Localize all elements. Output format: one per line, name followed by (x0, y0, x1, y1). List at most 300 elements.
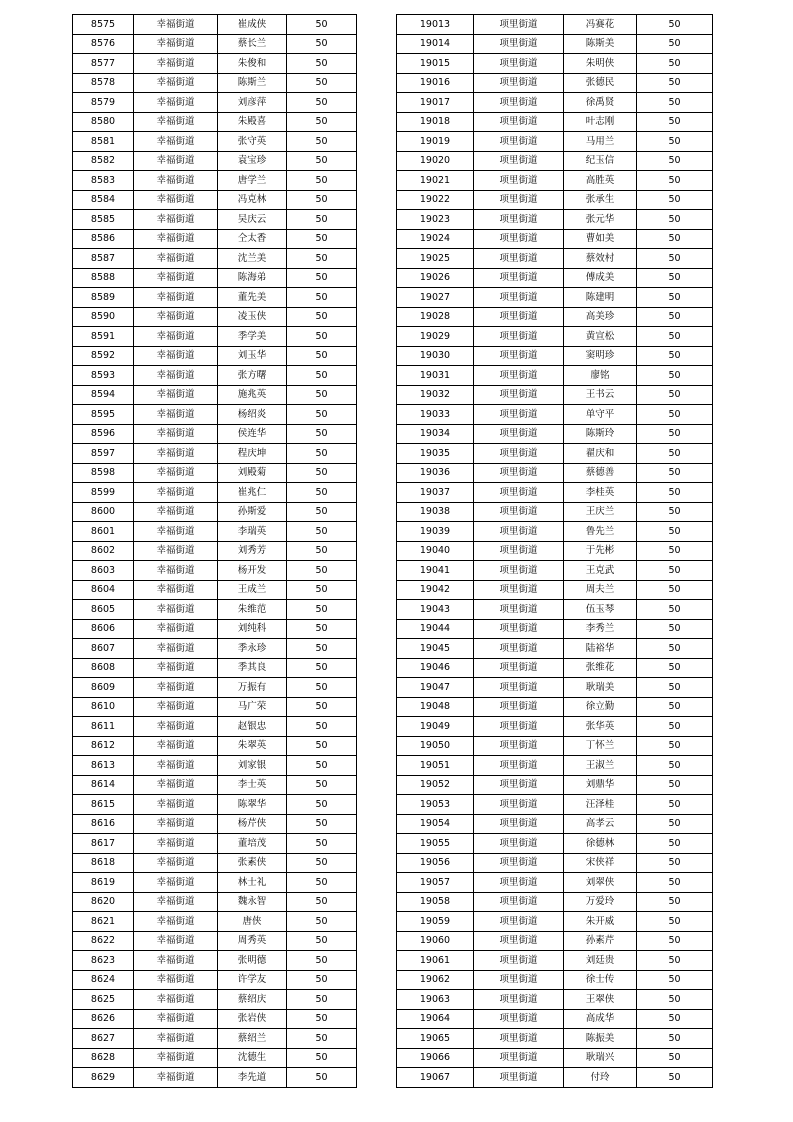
table-row (397, 736, 713, 756)
amount-cell: 50 (287, 541, 357, 561)
table-row (73, 912, 357, 932)
table-row (397, 229, 713, 249)
street-cell: 幸福街道 (134, 931, 218, 951)
id-cell: 19061 (397, 951, 474, 971)
table-row (73, 1068, 357, 1088)
street-cell: 项里街道 (474, 366, 564, 386)
id-cell: 8623 (73, 951, 134, 971)
id-cell: 19017 (397, 93, 474, 113)
amount-cell: 50 (287, 853, 357, 873)
id-cell: 19040 (397, 541, 474, 561)
table-row (397, 444, 713, 464)
id-cell: 19060 (397, 931, 474, 951)
street-cell: 项里街道 (474, 171, 564, 191)
table-row (73, 171, 357, 191)
amount-cell: 50 (637, 970, 713, 990)
table-row (73, 580, 357, 600)
id-cell: 8607 (73, 639, 134, 659)
table-row (73, 34, 357, 54)
table-row (73, 619, 357, 639)
id-cell: 19031 (397, 366, 474, 386)
name-cell: 陈斯兰 (218, 73, 287, 93)
amount-cell: 50 (637, 229, 713, 249)
amount-cell: 50 (287, 619, 357, 639)
table-row (73, 561, 357, 581)
amount-cell: 50 (637, 249, 713, 269)
name-cell: 蔡长兰 (218, 34, 287, 54)
table-row (397, 366, 713, 386)
id-cell: 19038 (397, 502, 474, 522)
id-cell: 8599 (73, 483, 134, 503)
id-cell: 19053 (397, 795, 474, 815)
name-cell: 董先美 (218, 288, 287, 308)
amount-cell: 50 (287, 580, 357, 600)
name-cell: 李士英 (218, 775, 287, 795)
street-cell: 项里街道 (474, 853, 564, 873)
id-cell: 19036 (397, 463, 474, 483)
id-cell: 8611 (73, 717, 134, 737)
amount-cell: 50 (637, 619, 713, 639)
table-row (73, 717, 357, 737)
amount-cell: 50 (637, 873, 713, 893)
name-cell: 叶志刚 (564, 112, 637, 132)
name-cell: 王书云 (564, 385, 637, 405)
table-row (397, 853, 713, 873)
name-cell: 鲁先兰 (564, 522, 637, 542)
name-cell: 李桂英 (564, 483, 637, 503)
id-cell: 8578 (73, 73, 134, 93)
name-cell: 蔡效村 (564, 249, 637, 269)
table-row (397, 600, 713, 620)
roster-table-left-body (73, 15, 357, 1088)
name-cell: 于先彬 (564, 541, 637, 561)
name-cell: 袁宝珍 (218, 151, 287, 171)
name-cell: 张华英 (564, 717, 637, 737)
table-row (397, 93, 713, 113)
amount-cell: 50 (287, 561, 357, 581)
street-cell: 幸福街道 (134, 366, 218, 386)
table-row (73, 522, 357, 542)
id-cell: 8587 (73, 249, 134, 269)
amount-cell: 50 (637, 834, 713, 854)
name-cell: 王成兰 (218, 580, 287, 600)
street-cell: 项里街道 (474, 639, 564, 659)
id-cell: 8627 (73, 1029, 134, 1049)
name-cell: 王淑兰 (564, 756, 637, 776)
id-cell: 19052 (397, 775, 474, 795)
street-cell: 幸福街道 (134, 288, 218, 308)
street-cell: 幸福街道 (134, 600, 218, 620)
name-cell: 张明德 (218, 951, 287, 971)
id-cell: 19024 (397, 229, 474, 249)
amount-cell: 50 (637, 210, 713, 230)
amount-cell: 50 (637, 1068, 713, 1088)
amount-cell: 50 (637, 327, 713, 347)
street-cell: 幸福街道 (134, 307, 218, 327)
id-cell: 8586 (73, 229, 134, 249)
id-cell: 8600 (73, 502, 134, 522)
roster-table-left (72, 14, 357, 1088)
amount-cell: 50 (637, 775, 713, 795)
table-row (73, 814, 357, 834)
id-cell: 19037 (397, 483, 474, 503)
amount-cell: 50 (637, 73, 713, 93)
table-row (397, 1029, 713, 1049)
id-cell: 8601 (73, 522, 134, 542)
street-cell: 项里街道 (474, 327, 564, 347)
street-cell: 幸福街道 (134, 639, 218, 659)
amount-cell: 50 (287, 795, 357, 815)
id-cell: 8589 (73, 288, 134, 308)
name-cell: 杨绍炎 (218, 405, 287, 425)
street-cell: 幸福街道 (134, 697, 218, 717)
table-row (73, 190, 357, 210)
amount-cell: 50 (287, 307, 357, 327)
table-row (397, 678, 713, 698)
id-cell: 19050 (397, 736, 474, 756)
street-cell: 项里街道 (474, 678, 564, 698)
amount-cell: 50 (287, 346, 357, 366)
table-row (73, 931, 357, 951)
name-cell: 董培茂 (218, 834, 287, 854)
amount-cell: 50 (287, 951, 357, 971)
street-cell: 项里街道 (474, 1029, 564, 1049)
id-cell: 19028 (397, 307, 474, 327)
street-cell: 项里街道 (474, 658, 564, 678)
name-cell: 陈建明 (564, 288, 637, 308)
amount-cell: 50 (637, 892, 713, 912)
street-cell: 项里街道 (474, 931, 564, 951)
name-cell: 张岩侠 (218, 1009, 287, 1029)
table-row (397, 658, 713, 678)
street-cell: 项里街道 (474, 834, 564, 854)
street-cell: 项里街道 (474, 385, 564, 405)
street-cell: 幸福街道 (134, 522, 218, 542)
table-row (73, 892, 357, 912)
amount-cell: 50 (637, 151, 713, 171)
table-row (73, 73, 357, 93)
table-row (73, 873, 357, 893)
street-cell: 项里街道 (474, 15, 564, 35)
table-row (73, 502, 357, 522)
name-cell: 季永珍 (218, 639, 287, 659)
name-cell: 陈斯玲 (564, 424, 637, 444)
street-cell: 项里街道 (474, 600, 564, 620)
name-cell: 张承生 (564, 190, 637, 210)
street-cell: 幸福街道 (134, 678, 218, 698)
street-cell: 幸福街道 (134, 717, 218, 737)
table-row (397, 912, 713, 932)
id-cell: 19021 (397, 171, 474, 191)
roster-table-right-body (397, 15, 713, 1088)
id-cell: 19032 (397, 385, 474, 405)
amount-cell: 50 (287, 678, 357, 698)
id-cell: 19064 (397, 1009, 474, 1029)
amount-cell: 50 (637, 1009, 713, 1029)
name-cell: 廖铭 (564, 366, 637, 386)
street-cell: 项里街道 (474, 229, 564, 249)
id-cell: 19025 (397, 249, 474, 269)
table-row (73, 639, 357, 659)
street-cell: 幸福街道 (134, 444, 218, 464)
id-cell: 19026 (397, 268, 474, 288)
id-cell: 8595 (73, 405, 134, 425)
name-cell: 程庆坤 (218, 444, 287, 464)
street-cell: 幸福街道 (134, 112, 218, 132)
name-cell: 徐士传 (564, 970, 637, 990)
table-row (397, 1009, 713, 1029)
name-cell: 张守英 (218, 132, 287, 152)
street-cell: 项里街道 (474, 151, 564, 171)
id-cell: 19029 (397, 327, 474, 347)
name-cell: 徐德林 (564, 834, 637, 854)
id-cell: 8590 (73, 307, 134, 327)
name-cell: 唐学兰 (218, 171, 287, 191)
id-cell: 19015 (397, 54, 474, 74)
street-cell: 项里街道 (474, 522, 564, 542)
amount-cell: 50 (287, 756, 357, 776)
name-cell: 崔兆仁 (218, 483, 287, 503)
amount-cell: 50 (287, 73, 357, 93)
id-cell: 8606 (73, 619, 134, 639)
table-row (73, 366, 357, 386)
name-cell: 纪玉信 (564, 151, 637, 171)
id-cell: 8625 (73, 990, 134, 1010)
table-row (73, 775, 357, 795)
amount-cell: 50 (287, 1029, 357, 1049)
amount-cell: 50 (637, 54, 713, 74)
id-cell: 8612 (73, 736, 134, 756)
amount-cell: 50 (637, 600, 713, 620)
street-cell: 幸福街道 (134, 93, 218, 113)
table-row (397, 717, 713, 737)
id-cell: 8620 (73, 892, 134, 912)
street-cell: 幸福街道 (134, 756, 218, 776)
street-cell: 幸福街道 (134, 249, 218, 269)
street-cell: 项里街道 (474, 34, 564, 54)
name-cell: 陈海弟 (218, 268, 287, 288)
table-row (397, 814, 713, 834)
name-cell: 张元华 (564, 210, 637, 230)
name-cell: 伍玉琴 (564, 600, 637, 620)
amount-cell: 50 (637, 502, 713, 522)
amount-cell: 50 (287, 424, 357, 444)
id-cell: 19044 (397, 619, 474, 639)
street-cell: 幸福街道 (134, 132, 218, 152)
name-cell: 朱翠英 (218, 736, 287, 756)
name-cell: 曹如美 (564, 229, 637, 249)
id-cell: 19035 (397, 444, 474, 464)
table-row (397, 151, 713, 171)
street-cell: 幸福街道 (134, 541, 218, 561)
amount-cell: 50 (637, 483, 713, 503)
amount-cell: 50 (637, 736, 713, 756)
amount-cell: 50 (287, 1048, 357, 1068)
name-cell: 刘翠侠 (564, 873, 637, 893)
table-row (397, 931, 713, 951)
name-cell: 崔成侠 (218, 15, 287, 35)
street-cell: 项里街道 (474, 541, 564, 561)
name-cell: 李瑞英 (218, 522, 287, 542)
table-row (73, 697, 357, 717)
table-row (397, 307, 713, 327)
name-cell: 朱俊和 (218, 54, 287, 74)
amount-cell: 50 (637, 912, 713, 932)
amount-cell: 50 (637, 288, 713, 308)
name-cell: 李先道 (218, 1068, 287, 1088)
id-cell: 19033 (397, 405, 474, 425)
amount-cell: 50 (637, 658, 713, 678)
id-cell: 8605 (73, 600, 134, 620)
name-cell: 沈德生 (218, 1048, 287, 1068)
table-row (397, 951, 713, 971)
name-cell: 万振有 (218, 678, 287, 698)
amount-cell: 50 (287, 658, 357, 678)
id-cell: 19062 (397, 970, 474, 990)
table-row (397, 990, 713, 1010)
amount-cell: 50 (287, 93, 357, 113)
amount-cell: 50 (637, 814, 713, 834)
amount-cell: 50 (287, 892, 357, 912)
id-cell: 19067 (397, 1068, 474, 1088)
amount-cell: 50 (287, 873, 357, 893)
name-cell: 冯克林 (218, 190, 287, 210)
table-row (397, 580, 713, 600)
table-row (397, 15, 713, 35)
table-row (397, 405, 713, 425)
table-row (397, 327, 713, 347)
name-cell: 刘殿菊 (218, 463, 287, 483)
amount-cell: 50 (287, 600, 357, 620)
amount-cell: 50 (287, 970, 357, 990)
id-cell: 8591 (73, 327, 134, 347)
id-cell: 19063 (397, 990, 474, 1010)
amount-cell: 50 (637, 853, 713, 873)
table-row (73, 795, 357, 815)
amount-cell: 50 (287, 483, 357, 503)
street-cell: 幸福街道 (134, 951, 218, 971)
table-row (397, 619, 713, 639)
name-cell: 冯赛花 (564, 15, 637, 35)
table-row (397, 54, 713, 74)
name-cell: 周秀英 (218, 931, 287, 951)
name-cell: 徐禹贤 (564, 93, 637, 113)
id-cell: 8592 (73, 346, 134, 366)
table-row (397, 795, 713, 815)
table-row (397, 346, 713, 366)
amount-cell: 50 (637, 951, 713, 971)
name-cell: 王克武 (564, 561, 637, 581)
amount-cell: 50 (637, 541, 713, 561)
id-cell: 8618 (73, 853, 134, 873)
id-cell: 8609 (73, 678, 134, 698)
table-row (73, 424, 357, 444)
id-cell: 19020 (397, 151, 474, 171)
id-cell: 19049 (397, 717, 474, 737)
name-cell: 刘廷贵 (564, 951, 637, 971)
table-row (73, 54, 357, 74)
street-cell: 项里街道 (474, 736, 564, 756)
table-row (397, 502, 713, 522)
name-cell: 许学友 (218, 970, 287, 990)
amount-cell: 50 (637, 678, 713, 698)
name-cell: 张维花 (564, 658, 637, 678)
id-cell: 19046 (397, 658, 474, 678)
street-cell: 幸福街道 (134, 561, 218, 581)
id-cell: 8614 (73, 775, 134, 795)
id-cell: 19042 (397, 580, 474, 600)
amount-cell: 50 (287, 990, 357, 1010)
name-cell: 季学美 (218, 327, 287, 347)
street-cell: 项里街道 (474, 190, 564, 210)
name-cell: 高美珍 (564, 307, 637, 327)
table-row (73, 483, 357, 503)
id-cell: 19019 (397, 132, 474, 152)
amount-cell: 50 (287, 54, 357, 74)
name-cell: 蔡绍庆 (218, 990, 287, 1010)
id-cell: 8575 (73, 15, 134, 35)
street-cell: 项里街道 (474, 619, 564, 639)
table-row (397, 385, 713, 405)
name-cell: 张德民 (564, 73, 637, 93)
street-cell: 项里街道 (474, 951, 564, 971)
table-row (73, 1048, 357, 1068)
table-row (73, 151, 357, 171)
amount-cell: 50 (287, 112, 357, 132)
table-row (73, 658, 357, 678)
street-cell: 幸福街道 (134, 327, 218, 347)
amount-cell: 50 (287, 463, 357, 483)
amount-cell: 50 (637, 990, 713, 1010)
amount-cell: 50 (637, 463, 713, 483)
name-cell: 张方曙 (218, 366, 287, 386)
table-row (397, 268, 713, 288)
table-row (73, 444, 357, 464)
amount-cell: 50 (287, 736, 357, 756)
street-cell: 幸福街道 (134, 15, 218, 35)
name-cell: 徐立勤 (564, 697, 637, 717)
name-cell: 朱殿喜 (218, 112, 287, 132)
table-row (397, 483, 713, 503)
table-row (397, 288, 713, 308)
amount-cell: 50 (287, 522, 357, 542)
amount-cell: 50 (287, 717, 357, 737)
name-cell: 张素侠 (218, 853, 287, 873)
amount-cell: 50 (287, 229, 357, 249)
id-cell: 8603 (73, 561, 134, 581)
amount-cell: 50 (637, 756, 713, 776)
table-row (397, 73, 713, 93)
amount-cell: 50 (287, 366, 357, 386)
table-row (73, 1029, 357, 1049)
id-cell: 8613 (73, 756, 134, 776)
table-row (73, 112, 357, 132)
table-row (397, 424, 713, 444)
amount-cell: 50 (637, 385, 713, 405)
table-row (397, 171, 713, 191)
amount-cell: 50 (637, 424, 713, 444)
street-cell: 项里街道 (474, 463, 564, 483)
id-cell: 19027 (397, 288, 474, 308)
amount-cell: 50 (637, 366, 713, 386)
id-cell: 19066 (397, 1048, 474, 1068)
name-cell: 丁怀兰 (564, 736, 637, 756)
street-cell: 项里街道 (474, 990, 564, 1010)
amount-cell: 50 (637, 697, 713, 717)
table-row (73, 210, 357, 230)
amount-cell: 50 (637, 112, 713, 132)
street-cell: 幸福街道 (134, 580, 218, 600)
